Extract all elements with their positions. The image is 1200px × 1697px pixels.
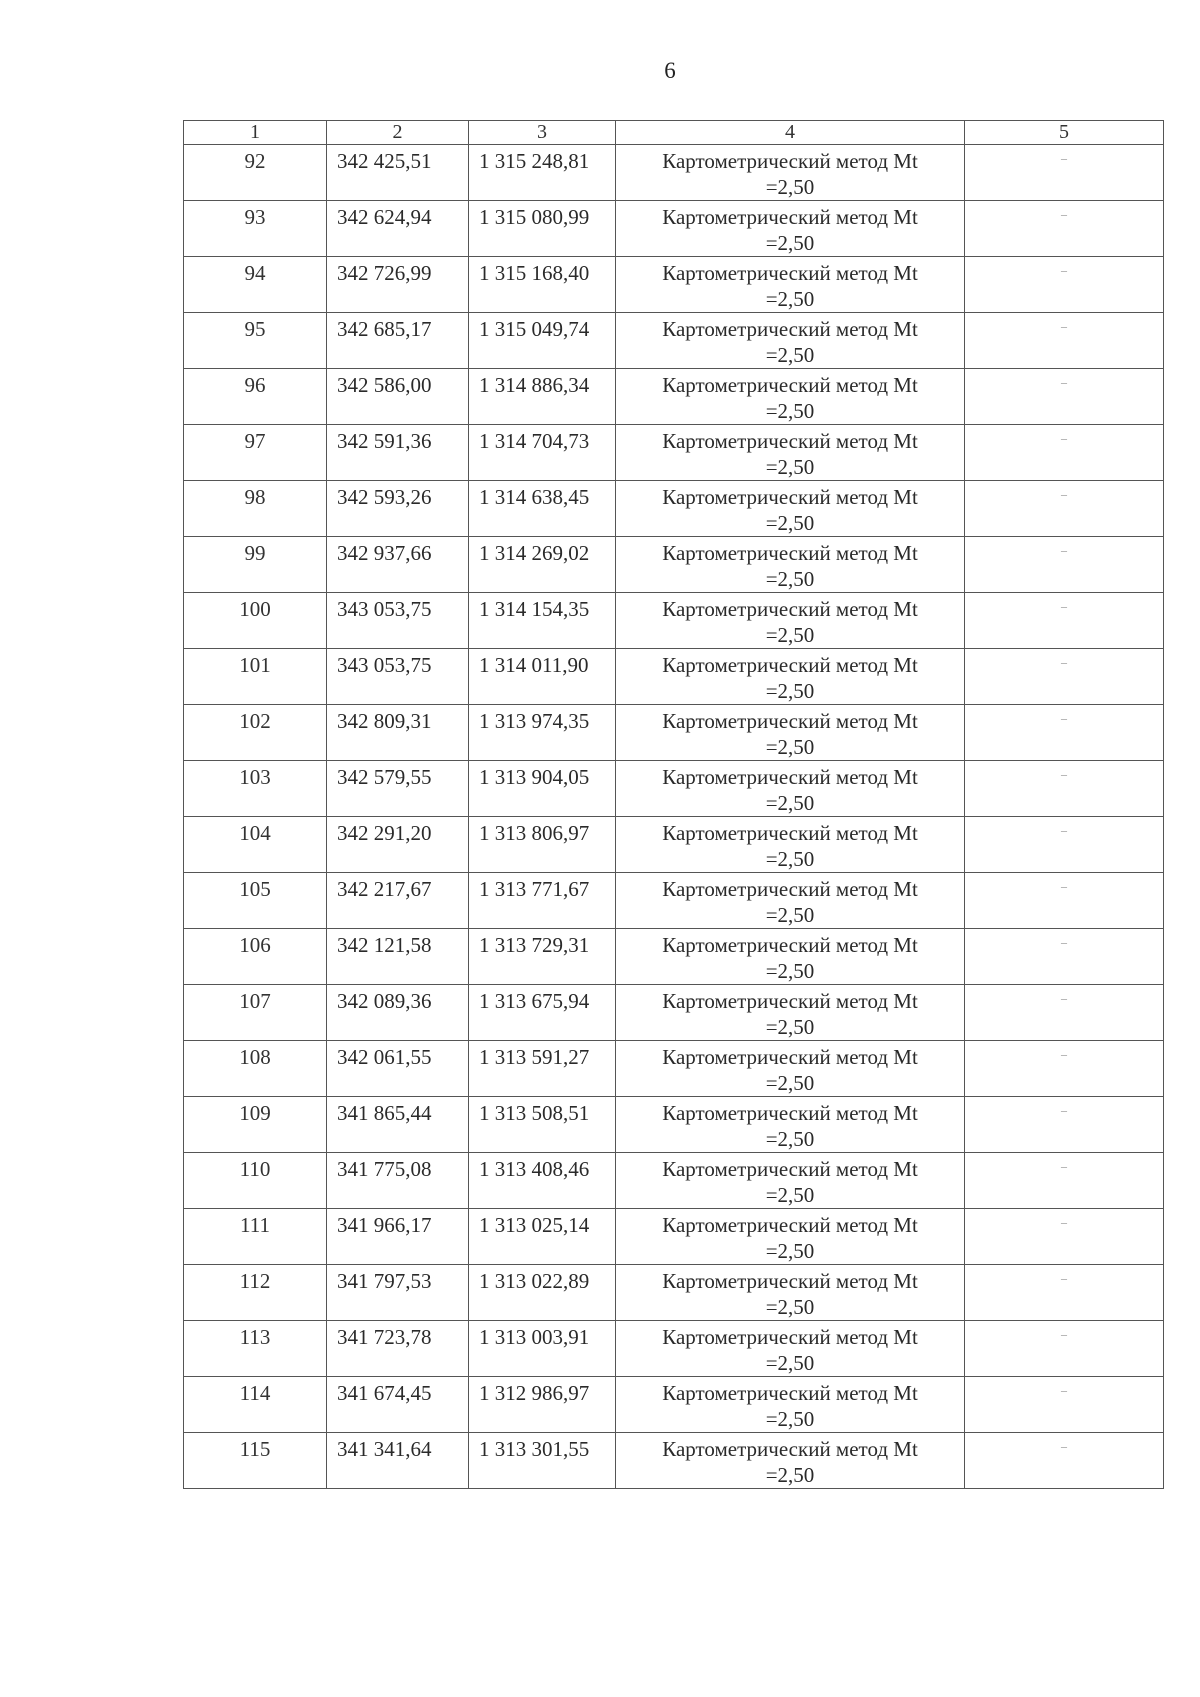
method-name: Картометрический метод Mt xyxy=(662,429,918,453)
coordinate-y: 1 313 508,51 xyxy=(469,1097,616,1153)
coordinate-y: 1 313 003,91 xyxy=(469,1321,616,1377)
coordinate-x: 342 593,26 xyxy=(327,481,469,537)
method-accuracy: =2,50 xyxy=(765,343,815,367)
method-name: Картометрический метод Mt xyxy=(662,373,918,397)
determination-method xyxy=(616,1433,965,1489)
coordinate-x: 342 425,51 xyxy=(327,145,469,201)
point-note: – xyxy=(965,145,1164,201)
point-number: 110 xyxy=(184,1153,327,1209)
point-note: – xyxy=(965,1265,1164,1321)
point-note: – xyxy=(965,761,1164,817)
header-col-4: 4 xyxy=(616,121,965,145)
coordinate-y: 1 312 986,97 xyxy=(469,1377,616,1433)
determination-method xyxy=(616,1209,965,1265)
point-note: – xyxy=(965,1209,1164,1265)
point-note: – xyxy=(965,649,1164,705)
coordinate-y: 1 313 974,35 xyxy=(469,705,616,761)
method-accuracy: =2,50 xyxy=(765,903,815,927)
coordinate-x: 341 775,08 xyxy=(327,1153,469,1209)
point-note: – xyxy=(965,929,1164,985)
coordinates-table xyxy=(183,120,1164,1489)
table-row xyxy=(184,1097,1164,1153)
point-number: 111 xyxy=(184,1209,327,1265)
point-number: 98 xyxy=(184,481,327,537)
coordinate-x: 341 723,78 xyxy=(327,1321,469,1377)
determination-method xyxy=(616,705,965,761)
method-name: Картометрический метод Mt xyxy=(662,1157,918,1181)
method-name: Картометрический метод Mt xyxy=(662,933,918,957)
determination-method xyxy=(616,1097,965,1153)
method-name: Картометрический метод Mt xyxy=(662,261,918,285)
determination-method xyxy=(616,145,965,201)
determination-method xyxy=(616,873,965,929)
header-col-1: 1 xyxy=(184,121,327,145)
coordinate-x: 341 966,17 xyxy=(327,1209,469,1265)
point-number: 103 xyxy=(184,761,327,817)
table-row xyxy=(184,593,1164,649)
point-number: 92 xyxy=(184,145,327,201)
point-note: – xyxy=(965,705,1164,761)
coordinate-x: 342 937,66 xyxy=(327,537,469,593)
point-number: 95 xyxy=(184,313,327,369)
method-name: Картометрический метод Mt xyxy=(662,1045,918,1069)
method-accuracy: =2,50 xyxy=(765,567,815,591)
point-number: 109 xyxy=(184,1097,327,1153)
coordinate-y: 1 315 168,40 xyxy=(469,257,616,313)
method-name: Картометрический метод Mt xyxy=(662,821,918,845)
table-row xyxy=(184,1321,1164,1377)
method-accuracy: =2,50 xyxy=(765,399,815,423)
method-name: Картометрический метод Mt xyxy=(662,597,918,621)
coordinate-y: 1 314 638,45 xyxy=(469,481,616,537)
point-number: 102 xyxy=(184,705,327,761)
header-col-2: 2 xyxy=(327,121,469,145)
point-number: 96 xyxy=(184,369,327,425)
method-name: Картометрический метод Mt xyxy=(662,709,918,733)
method-name: Картометрический метод Mt xyxy=(662,653,918,677)
point-number: 107 xyxy=(184,985,327,1041)
coordinate-x: 342 591,36 xyxy=(327,425,469,481)
point-number: 104 xyxy=(184,817,327,873)
point-note: – xyxy=(965,1097,1164,1153)
point-number: 105 xyxy=(184,873,327,929)
determination-method xyxy=(616,257,965,313)
table-row xyxy=(184,929,1164,985)
coordinate-y: 1 315 080,99 xyxy=(469,201,616,257)
method-accuracy: =2,50 xyxy=(765,1015,815,1039)
method-accuracy: =2,50 xyxy=(765,287,815,311)
method-accuracy: =2,50 xyxy=(765,735,815,759)
coordinate-y: 1 313 301,55 xyxy=(469,1433,616,1489)
coordinate-y: 1 314 011,90 xyxy=(469,649,616,705)
coordinate-x: 342 586,00 xyxy=(327,369,469,425)
point-note: – xyxy=(965,1321,1164,1377)
coordinate-x: 343 053,75 xyxy=(327,593,469,649)
table-row xyxy=(184,201,1164,257)
header-col-3: 3 xyxy=(469,121,616,145)
method-accuracy: =2,50 xyxy=(765,175,815,199)
determination-method xyxy=(616,929,965,985)
coordinate-x: 342 061,55 xyxy=(327,1041,469,1097)
method-accuracy: =2,50 xyxy=(765,1127,815,1151)
point-note: – xyxy=(965,425,1164,481)
table-row xyxy=(184,705,1164,761)
point-note: – xyxy=(965,201,1164,257)
table-row xyxy=(184,257,1164,313)
coordinate-x: 341 797,53 xyxy=(327,1265,469,1321)
coordinate-y: 1 314 704,73 xyxy=(469,425,616,481)
method-accuracy: =2,50 xyxy=(765,1351,815,1375)
method-name: Картометрический метод Mt xyxy=(662,1381,918,1405)
coordinate-x: 342 217,67 xyxy=(327,873,469,929)
method-name: Картометрический метод Mt xyxy=(662,1213,918,1237)
method-accuracy: =2,50 xyxy=(765,623,815,647)
method-accuracy: =2,50 xyxy=(765,1239,815,1263)
determination-method xyxy=(616,369,965,425)
point-number: 99 xyxy=(184,537,327,593)
determination-method xyxy=(616,481,965,537)
point-number: 97 xyxy=(184,425,327,481)
point-note: – xyxy=(965,1041,1164,1097)
table-row xyxy=(184,1153,1164,1209)
table-row xyxy=(184,425,1164,481)
point-note: – xyxy=(965,369,1164,425)
point-number: 93 xyxy=(184,201,327,257)
determination-method xyxy=(616,985,965,1041)
coordinate-y: 1 314 886,34 xyxy=(469,369,616,425)
point-number: 113 xyxy=(184,1321,327,1377)
point-note: – xyxy=(965,593,1164,649)
coordinate-x: 342 726,99 xyxy=(327,257,469,313)
determination-method xyxy=(616,649,965,705)
determination-method xyxy=(616,1321,965,1377)
coordinate-y: 1 313 591,27 xyxy=(469,1041,616,1097)
coordinate-x: 341 674,45 xyxy=(327,1377,469,1433)
point-note: – xyxy=(965,313,1164,369)
method-accuracy: =2,50 xyxy=(765,231,815,255)
method-accuracy: =2,50 xyxy=(765,1463,815,1487)
method-name: Картометрический метод Mt xyxy=(662,877,918,901)
coordinate-x: 342 121,58 xyxy=(327,929,469,985)
method-accuracy: =2,50 xyxy=(765,1407,815,1431)
determination-method xyxy=(616,1041,965,1097)
point-number: 108 xyxy=(184,1041,327,1097)
coordinate-y: 1 313 025,14 xyxy=(469,1209,616,1265)
table-row xyxy=(184,985,1164,1041)
determination-method xyxy=(616,1377,965,1433)
point-number: 106 xyxy=(184,929,327,985)
table-row xyxy=(184,1433,1164,1489)
method-name: Картометрический метод Mt xyxy=(662,541,918,565)
determination-method xyxy=(616,761,965,817)
method-accuracy: =2,50 xyxy=(765,791,815,815)
coordinate-x: 343 053,75 xyxy=(327,649,469,705)
determination-method xyxy=(616,425,965,481)
table-row xyxy=(184,313,1164,369)
coordinate-y: 1 313 806,97 xyxy=(469,817,616,873)
header-row xyxy=(184,121,1164,145)
method-name: Картометрический метод Mt xyxy=(662,149,918,173)
method-name: Картометрический метод Mt xyxy=(662,317,918,341)
table-row xyxy=(184,1041,1164,1097)
coordinates-table-container xyxy=(183,120,1163,1489)
determination-method xyxy=(616,1153,965,1209)
coordinate-x: 342 291,20 xyxy=(327,817,469,873)
coordinate-x: 342 089,36 xyxy=(327,985,469,1041)
point-number: 114 xyxy=(184,1377,327,1433)
coordinate-y: 1 313 771,67 xyxy=(469,873,616,929)
coordinate-x: 342 809,31 xyxy=(327,705,469,761)
table-row xyxy=(184,649,1164,705)
determination-method xyxy=(616,201,965,257)
point-number: 115 xyxy=(184,1433,327,1489)
method-accuracy: =2,50 xyxy=(765,1295,815,1319)
table-row xyxy=(184,481,1164,537)
point-note: – xyxy=(965,1153,1164,1209)
method-accuracy: =2,50 xyxy=(765,847,815,871)
point-number: 112 xyxy=(184,1265,327,1321)
point-number: 101 xyxy=(184,649,327,705)
coordinate-x: 342 579,55 xyxy=(327,761,469,817)
determination-method xyxy=(616,593,965,649)
point-number: 94 xyxy=(184,257,327,313)
method-name: Картометрический метод Mt xyxy=(662,1269,918,1293)
method-name: Картометрический метод Mt xyxy=(662,765,918,789)
method-accuracy: =2,50 xyxy=(765,959,815,983)
method-name: Картометрический метод Mt xyxy=(662,1101,918,1125)
point-note: – xyxy=(965,817,1164,873)
page-number: 6 xyxy=(664,58,676,83)
method-accuracy: =2,50 xyxy=(765,679,815,703)
point-note: – xyxy=(965,537,1164,593)
point-number: 100 xyxy=(184,593,327,649)
table-row xyxy=(184,1209,1164,1265)
method-accuracy: =2,50 xyxy=(765,511,815,535)
method-name: Картометрический метод Mt xyxy=(662,1325,918,1349)
coordinate-x: 342 624,94 xyxy=(327,201,469,257)
determination-method xyxy=(616,537,965,593)
method-accuracy: =2,50 xyxy=(765,455,815,479)
coordinate-x: 342 685,17 xyxy=(327,313,469,369)
method-name: Картометрический метод Mt xyxy=(662,1437,918,1461)
coordinate-y: 1 313 408,46 xyxy=(469,1153,616,1209)
coordinate-y: 1 313 904,05 xyxy=(469,761,616,817)
determination-method xyxy=(616,1265,965,1321)
point-note: – xyxy=(965,257,1164,313)
point-note: – xyxy=(965,481,1164,537)
table-header xyxy=(184,121,1164,145)
point-note: – xyxy=(965,1433,1164,1489)
coordinate-y: 1 313 675,94 xyxy=(469,985,616,1041)
coordinate-y: 1 314 269,02 xyxy=(469,537,616,593)
determination-method xyxy=(616,313,965,369)
determination-method xyxy=(616,817,965,873)
method-name: Картометрический метод Mt xyxy=(662,989,918,1013)
coordinate-y: 1 313 729,31 xyxy=(469,929,616,985)
table-row xyxy=(184,873,1164,929)
method-accuracy: =2,50 xyxy=(765,1071,815,1095)
method-name: Картометрический метод Mt xyxy=(662,485,918,509)
point-note: – xyxy=(965,1377,1164,1433)
table-row xyxy=(184,145,1164,201)
coordinate-y: 1 315 248,81 xyxy=(469,145,616,201)
coordinate-y: 1 315 049,74 xyxy=(469,313,616,369)
point-note: – xyxy=(965,985,1164,1041)
table-row xyxy=(184,761,1164,817)
table-row xyxy=(184,369,1164,425)
coordinate-x: 341 341,64 xyxy=(327,1433,469,1489)
table-row xyxy=(184,817,1164,873)
header-col-5: 5 xyxy=(965,121,1164,145)
coordinate-x: 341 865,44 xyxy=(327,1097,469,1153)
table-row xyxy=(184,1265,1164,1321)
table-row xyxy=(184,537,1164,593)
coordinate-y: 1 314 154,35 xyxy=(469,593,616,649)
table-body xyxy=(184,145,1164,1489)
coordinate-y: 1 313 022,89 xyxy=(469,1265,616,1321)
method-name: Картометрический метод Mt xyxy=(662,205,918,229)
point-note: – xyxy=(965,873,1164,929)
table-row xyxy=(184,1377,1164,1433)
method-accuracy: =2,50 xyxy=(765,1183,815,1207)
